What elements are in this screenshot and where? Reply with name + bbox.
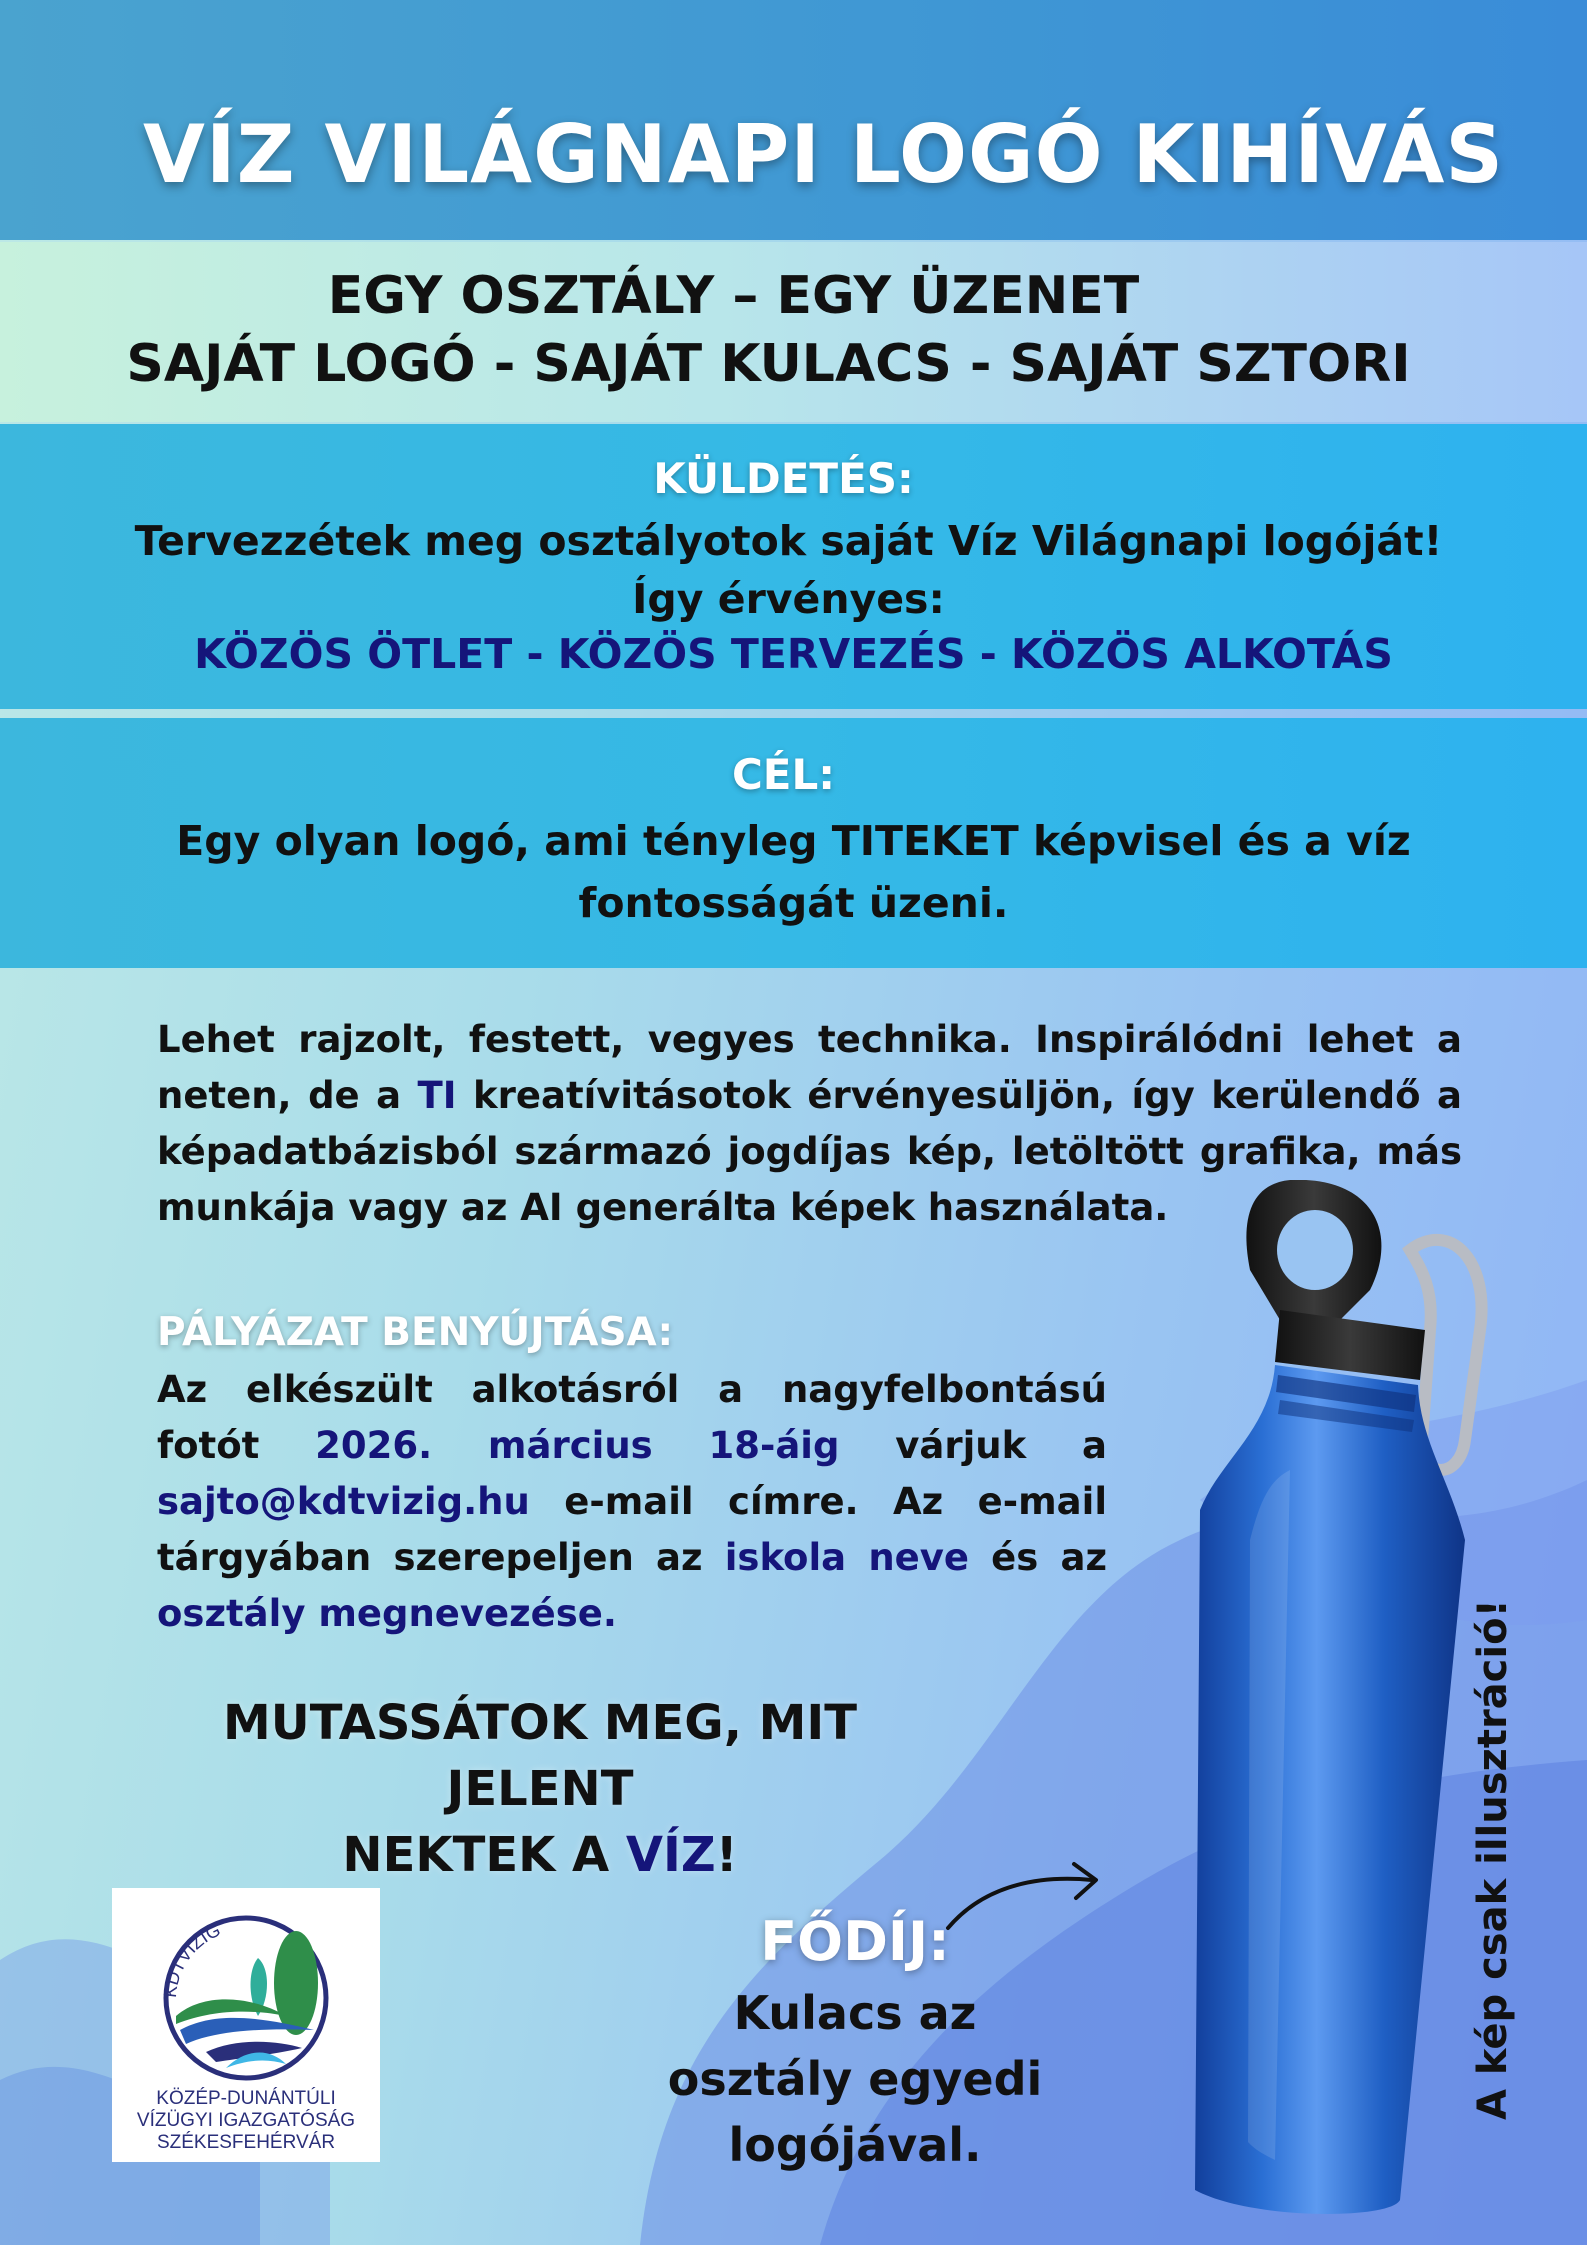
logo-caption-line-2: VÍZÜGYI IGAZGATÓSÁG (136, 2110, 356, 2131)
mission-text (0, 512, 1587, 628)
mission-band (0, 424, 1587, 709)
logo-caption-line-3: SZÉKESFEHÉRVÁR (156, 2132, 336, 2153)
rules-text-1: Lehet rajzolt, festett, vegyes technika. Inspirálódni lehet a neten, de a (157, 1018, 1462, 1117)
cta-line-1: MUTASSÁTOK MEG, MIT JELENT (222, 1695, 858, 1817)
cta-line-2-suffix: ! (715, 1827, 738, 1883)
goal-band (0, 718, 1587, 968)
mission-highlight: KÖZÖS ÖTLET - KÖZÖS TERVEZÉS - KÖZÖS ALKOTÁS (194, 630, 1393, 678)
submission-email-link[interactable]: sajto@kdtvizig.hu (157, 1480, 530, 1523)
prize-text: Kulacs az osztály egyedi logójával. (667, 1986, 1043, 2172)
slogan-line-1: EGY OSZTÁLY – EGY ÜZENET (327, 266, 1140, 326)
submission-deadline: 2026. március 18-áig (315, 1424, 840, 1467)
submission-heading: PÁLYÁZAT BENYÚJTÁSA: (157, 1310, 674, 1355)
title-band (0, 0, 1587, 240)
submission-school: iskola neve (724, 1536, 969, 1579)
kdtvizig-emblem-icon (146, 1898, 346, 2088)
page-title: VÍZ VILÁGNAPI LOGÓ KIHÍVÁS (142, 108, 1505, 201)
cta-line-2-prefix: NEKTEK A (342, 1827, 626, 1883)
submission-text-3: e-mail címre. Az e-mail tárgyában szerepeljen az (157, 1480, 1107, 1579)
slogan-line-2: SAJÁT LOGÓ - SAJÁT KULACS - SAJÁT SZTORI (126, 334, 1411, 394)
mission-heading: KÜLDETÉS: (653, 454, 914, 503)
goal-heading: CÉL: (731, 750, 836, 799)
submission-text-2: várjuk a (839, 1424, 1107, 1467)
water-bottle-illustration (1070, 1180, 1530, 2230)
cta-line-2 (140, 1822, 940, 1888)
call-to-action (140, 1690, 940, 1888)
submission-paragraph (157, 1362, 1107, 1642)
rules-highlight: TI (417, 1074, 457, 1117)
rules-text-2: kreatívitásotok érvényesüljön, így kerülendő a képadatbázisból származó jogdíjas kép, letöltött grafika, más munkája vagy az AI generálta képek használata. (157, 1074, 1462, 1229)
logo-ring-text: KDTVIZIG (159, 1919, 224, 1999)
submission-text-4: és az (968, 1536, 1107, 1579)
submission-class: osztály megnevezése. (157, 1592, 617, 1635)
slogan-band (0, 242, 1587, 422)
logo-caption (112, 2088, 380, 2154)
goal-text: Egy olyan logó, ami tényleg TITEKET képvisel és a víz fontosságát üzeni. (176, 817, 1411, 927)
prize-heading: FŐDÍJ: (760, 1910, 950, 1973)
logo-caption-line-1: KÖZÉP-DUNÁNTÚLI (156, 2088, 336, 2109)
illustration-note-text: A kép csak illusztráció! (1470, 1599, 1516, 2120)
mission-line-1: Tervezzétek meg osztályotok saját Víz Világnapi logóját! (134, 517, 1443, 565)
cta-line-2-highlight: VÍZ (625, 1827, 716, 1883)
kdtvizig-logo (112, 1888, 380, 2162)
submission-text-1: Az elkészült alkotásról a nagyfelbontású fotót (157, 1368, 1107, 1467)
mission-line-2: Így érvényes: (632, 575, 945, 623)
